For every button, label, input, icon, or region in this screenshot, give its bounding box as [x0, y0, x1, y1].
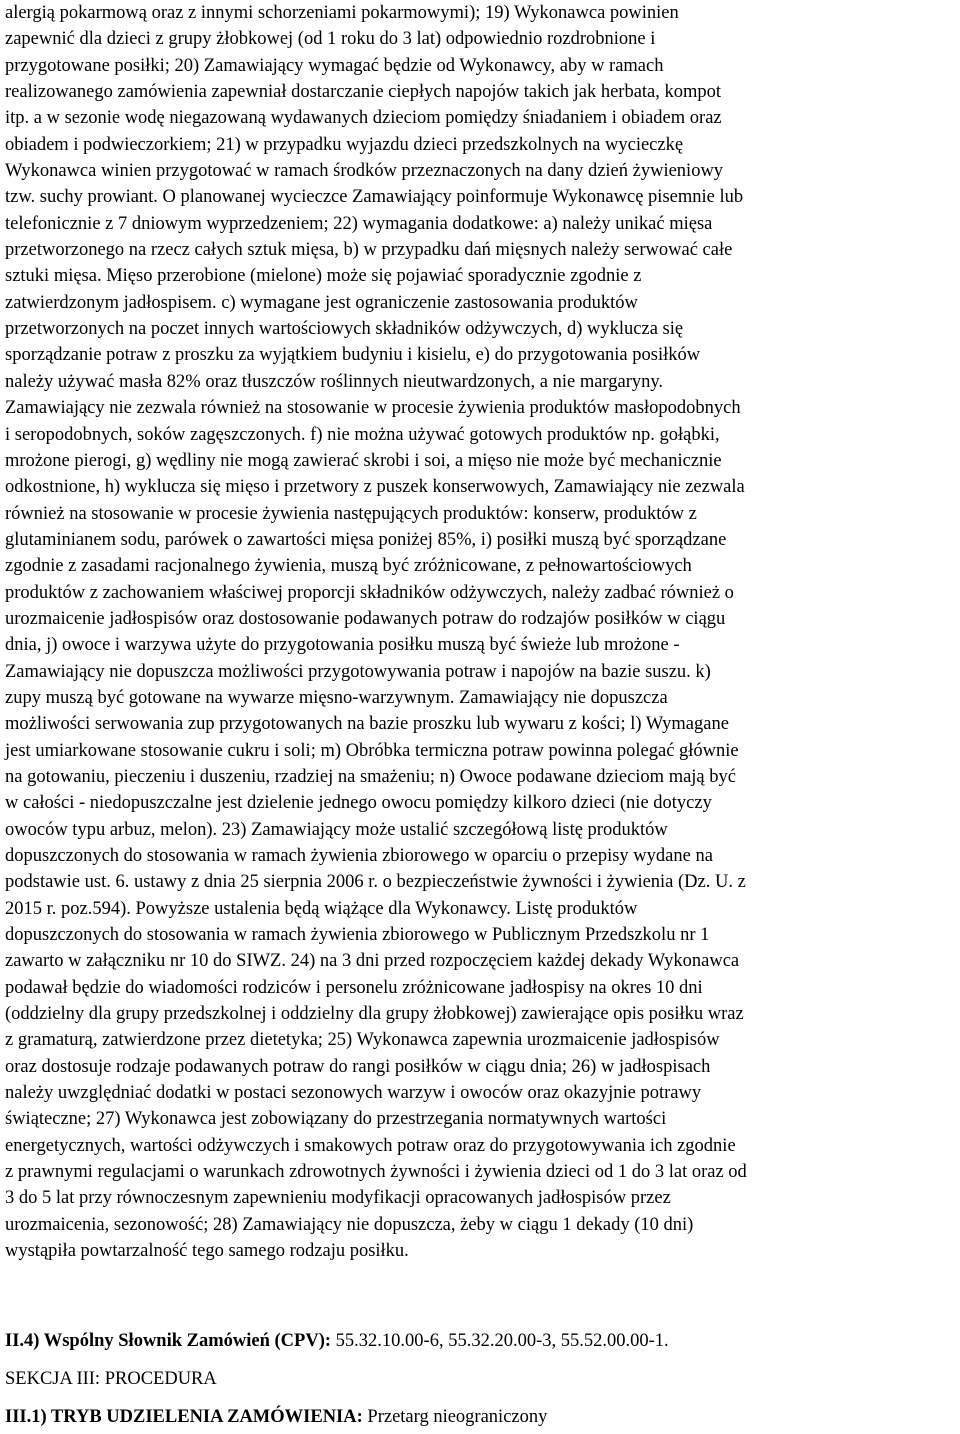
body-line: z prawnymi regulacjami o warunkach zdrowotnych żywności i żywienia dzieci od 1 do 3 lat oraz od [5, 1162, 747, 1183]
body-line: wystąpiła powtarzalność tego samego rodzaju posiłku. [5, 1241, 409, 1262]
body-line: sporządzanie potraw z proszku za wyjątkiem budyniu i kisielu, e) do przygotowania posiłków [5, 345, 701, 366]
body-line: dopuszczonych do stosowania w ramach żywienia zbiorowego w oparciu o przepisy wydane na [5, 846, 713, 866]
body-line: i seropodobnych, soków zagęszczonych. f) nie można używać gotowych produktów np. gołąbki, [5, 424, 720, 445]
body-line: należy używać masła 82% oraz tłuszczów roślinnych nieutwardzonych, a nie margaryny. [5, 371, 664, 392]
body-line: 2015 r. poz.594). Powyższe ustalenia będą wiążące dla Wykonawcy. Listę produktów [5, 898, 638, 919]
body-line: Wykonawca winien przygotować w ramach środków przeznaczonych na dany dzień żywieniowy [5, 161, 724, 182]
body-line: zgodnie z zasadami racjonalnego żywienia, muszą być zróżnicowane, z pełnowartościowych [5, 556, 692, 577]
body-line: należy uwzględniać dodatki w postaci sezonowych warzyw i owoców oraz okazyjnie potrawy [5, 1083, 702, 1104]
body-line: również na stosowanie w procesie żywienia następujących produktów: konserw, produktów z [5, 503, 697, 524]
body-line: Zamawiający nie dopuszcza możliwości przygotowywania potraw i napojów na bazie suszu. k) [5, 661, 711, 682]
procedure-mode-value: Przetarg nieograniczony [362, 1407, 548, 1427]
body-line: energetycznych, wartości odżywczych i smakowych potraw oraz do przygotowywania ich zgodnie [5, 1135, 736, 1156]
cpv-codes: 55.32.10.00-6, 55.32.20.00-3, 55.52.00.00-1. [331, 1331, 669, 1351]
body-line: telefonicznie z 7 dniowym wyprzedzeniem; 22) wymagania dodatkowe: a) należy unikać mięsa [5, 213, 713, 234]
body-line: odkostnione, h) wyklucza się mięso i przetwory z puszek konserwowych, Zamawiający nie zezwala [5, 477, 745, 498]
section-heading: SEKCJA III: PROCEDURA [5, 1369, 217, 1389]
body-line: podstawie ust. 6. ustawy z dnia 25 sierpnia 2006 r. o bezpieczeństwie żywności i żywienia (Dz. U. z [5, 872, 746, 893]
body-line: (oddzielny dla grupy przedszkolnej i oddzielny dla grupy żłobkowej) zawierające opis posiłku wraz [5, 1004, 744, 1025]
body-line: produktów z zachowaniem właściwej proporcji składników odżywczych, należy zadbać również o [5, 582, 734, 603]
body-line: podawał będzie do wiadomości rodziców i personelu zróżnicowane jadłospisy na okres 10 dni [5, 977, 703, 998]
body-line: przygotowane posiłki; 20) Zamawiający wymagać będzie od Wykonawcy, aby w ramach [5, 55, 664, 76]
body-line: świąteczne; 27) Wykonawca jest zobowiązany do przestrzegania normatywnych wartości [5, 1109, 667, 1130]
body-line: zapewnić dla dzieci z grupy żłobkowej (od 1 roku do 3 lat) odpowiednio rozdrobnione i [5, 29, 656, 50]
body-line: jest umiarkowane stosowanie cukru i soli; m) Obróbka termiczna potraw powinna polegać głównie [5, 740, 739, 761]
body-line: obiadem i podwieczorkiem; 21) w przypadku wyjazdu dzieci przedszkolnych na wycieczkę [5, 134, 684, 155]
procedure-mode-line [5, 1404, 547, 1430]
body-line: sztuki mięsa. Mięso przerobione (mielone) może się pojawiać sporadycznie zgodnie z [5, 266, 642, 287]
body-line: możliwości serwowania zup przygotowanych na bazie proszku lub wywaru z kości; l) Wymagane [5, 714, 729, 735]
body-line: dopuszczonych do stosowania w ramach żywienia zbiorowego w Publicznym Przedszkolu nr 1 [5, 925, 710, 946]
body-line: zupy muszą być gotowane na wywarze mięsno-warzywnym. Zamawiający nie dopuszcza [5, 687, 668, 708]
body-line: mrożone pierogi, g) wędliny nie mogą zawierać skrobi i soi, a mięso nie może być mechanicznie [5, 450, 722, 471]
body-line: alergią pokarmową oraz z innymi schorzeniami pokarmowymi); 19) Wykonawca powinien [5, 3, 679, 23]
body-line: z gramaturą, zatwierdzone przez dietetyka; 25) Wykonawca zapewnia urozmaicenie jadłospisów [5, 1030, 720, 1051]
body-line: owoców typu arbuz, melon). 23) Zamawiający może ustalić szczegółową listę produktów [5, 819, 668, 840]
body-line: przetworzonego na rzecz całych sztuk mięsa, b) w przypadku dań mięsnych należy serwować całe [5, 240, 733, 261]
cpv-label: II.4) Wspólny Słownik Zamówień (CPV): [5, 1331, 332, 1351]
body-line: Zamawiający nie zezwala również na stosowanie w procesie żywienia produktów masłopodobnych [5, 398, 741, 419]
body-line: urozmaicenie jadłospisów oraz dostosowanie podawanych potraw do rodzajów posiłków w ciągu [5, 608, 726, 629]
body-line: urozmaicenia, sezonowość; 28) Zamawiający nie dopuszcza, żeby w ciągu 1 dekady (10 dni) [5, 1214, 694, 1235]
body-line: realizowanego zamówienia zapewniał dostarczanie ciepłych napojów takich jak herbata, kompot [5, 82, 722, 103]
document-page [5, 0, 958, 1427]
body-line: dnia, j) owoce i warzywa użyte do przygotowania posiłku muszą być świeże lub mrożone - [5, 635, 680, 656]
body-line: zawarto w załączniku nr 10 do SIWZ. 24) na 3 dni przed rozpoczęciem każdej dekady Wykonawca [5, 951, 740, 972]
body-line: itp. a w sezonie wodę niegazowaną wydawanych dzieciom pomiędzy śniadaniem i obiadem oraz [5, 108, 722, 129]
body-line: 3 do 5 lat przy równoczesnym zapewnieniu modyfikacji opracowanych jadłospisów przez [5, 1188, 671, 1209]
body-line: w całości - niedopuszczalne jest dzielenie jednego owocu pomiędzy kilkoro dzieci (nie dotyczy [5, 793, 712, 814]
body-line: tzw. suchy prowiant. O planowanej wycieczce Zamawiający poinformuje Wykonawcę pisemnie lub [5, 187, 744, 208]
body-line: przetworzonych na poczet innych wartościowych składników odżywczych, d) wyklucza się [5, 319, 684, 340]
body-paragraph [5, 0, 958, 1265]
cpv-line [5, 1328, 669, 1354]
body-line: glutaminianem sodu, parówek o zawartości mięsa poniżej 85%, i) posiłki muszą być sporządzane [5, 529, 727, 550]
body-line: zatwierdzonym jadłospisem. c) wymagane jest ograniczenie zastosowania produktów [5, 292, 638, 313]
procedure-mode-label: III.1) TRYB UDZIELENIA ZAMÓWIENIA: [5, 1407, 363, 1427]
body-line: oraz dostosuje rodzaje podawanych potraw do rangi posiłków w ciągu dnia; 26) w jadłospisach [5, 1056, 711, 1077]
body-line: na gotowaniu, pieczeniu i duszeniu, rzadziej na smażeniu; n) Owoce podawane dzieciom mają być [5, 766, 736, 787]
